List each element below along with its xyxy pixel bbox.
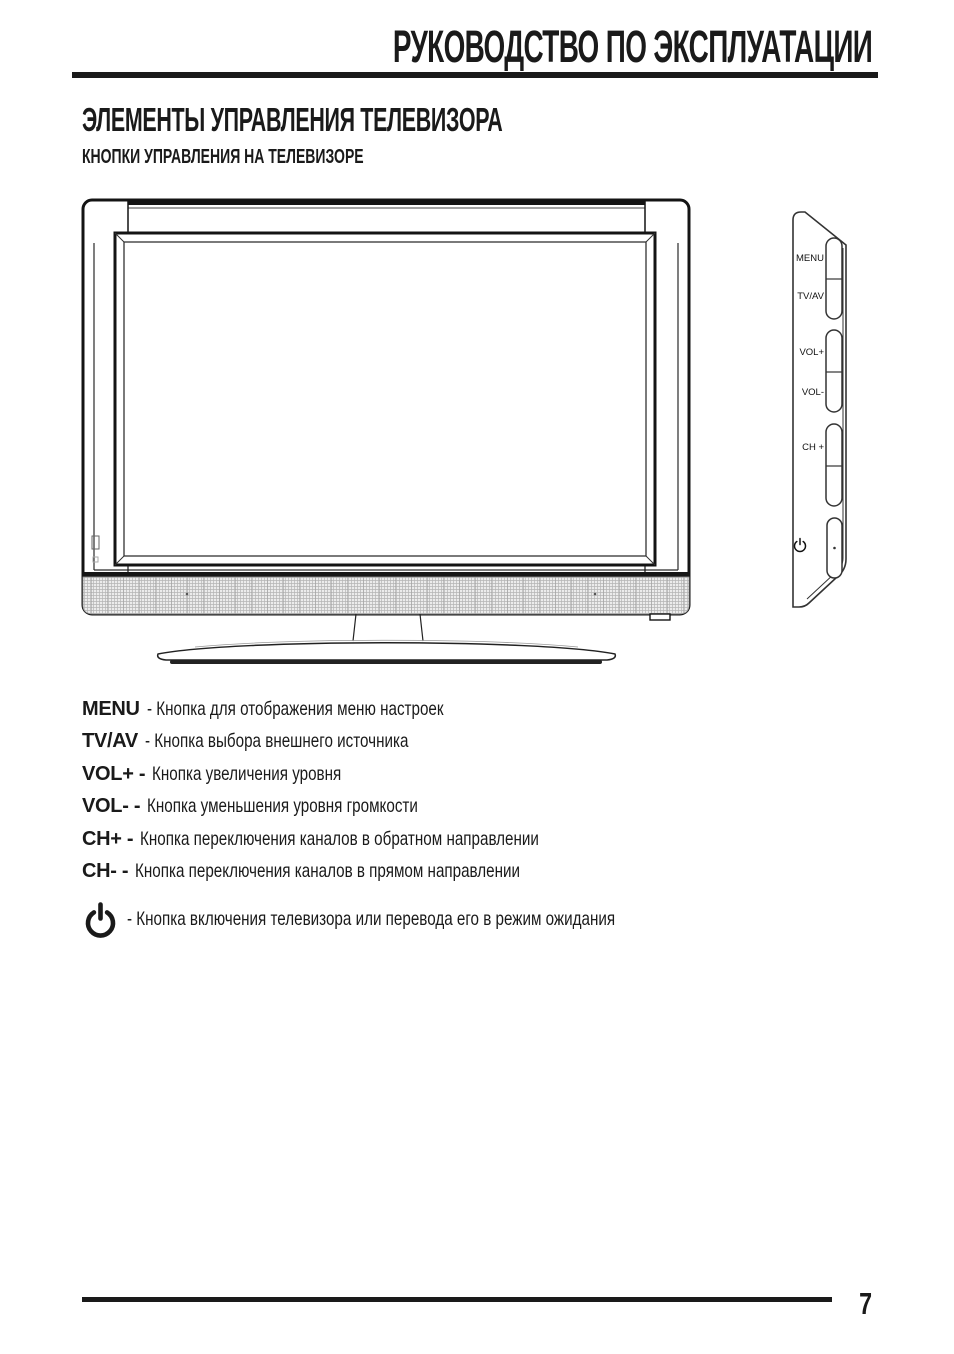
tv-trim-band <box>83 572 689 577</box>
stand-neck <box>353 614 423 641</box>
section-heading: ЭЛЕМЕНТЫ УПРАВЛЕНИЯ ТЕЛЕВИЗОРА <box>82 101 503 138</box>
tv-front-illustration <box>75 190 700 670</box>
desc-text: Кнопка увеличения уровня <box>152 762 342 785</box>
channel-button-shape <box>826 424 842 506</box>
power-icon <box>82 901 119 938</box>
desc-label: MENU <box>82 698 140 720</box>
subsection-heading: КНОПКИ УПРАВЛЕНИЯ НА ТЕЛЕВИЗОРЕ <box>82 146 364 168</box>
desc-row-power <box>82 901 782 938</box>
page-title <box>99 21 872 72</box>
panel-label-menu: MENU <box>796 253 824 264</box>
volume-button-shape <box>826 330 842 412</box>
page-title-text: РУКОВОДСТВО ПО ЭКСПЛУАТАЦИИ <box>392 21 872 72</box>
panel-label-volup: VOL+ <box>799 347 824 358</box>
desc-label: VOL- - <box>82 795 141 818</box>
desc-row-chup <box>82 828 782 860</box>
desc-text: - Кнопка выбора внешнего источника <box>144 730 409 753</box>
desc-label: VOL+ - <box>82 762 146 785</box>
desc-text: Кнопка уменьшения уровня громкости <box>147 795 419 818</box>
desc-row-tvav <box>82 730 782 762</box>
desc-text: Кнопка переключения каналов в обратном направлении <box>140 827 540 850</box>
panel-label-tvav: TV/AV <box>797 291 824 302</box>
button-descriptions <box>82 698 782 938</box>
panel-label-voldn: VOL- <box>801 387 824 398</box>
desc-text: - Кнопка для отображения меню настроек <box>146 698 444 720</box>
desc-row-menu <box>82 698 782 730</box>
desc-row-chdn <box>82 860 782 892</box>
desc-label: CH- - <box>82 859 129 882</box>
desc-row-volup <box>82 763 782 795</box>
page-number: 7 <box>859 1286 873 1321</box>
header-rule <box>72 72 878 78</box>
panel-label-chup: CH + <box>802 442 824 453</box>
desc-text: - Кнопка включения телевизора или перевода его в режим ожидания <box>127 908 616 931</box>
desc-label: CH+ - <box>82 827 134 850</box>
bottom-switch-tab <box>650 614 670 620</box>
desc-label: TV/AV <box>82 730 138 753</box>
tv-screen <box>124 242 646 556</box>
desc-text: Кнопка переключения каналов в прямом направлении <box>135 859 521 882</box>
desc-row-voldn <box>82 795 782 827</box>
stand-base <box>158 643 616 660</box>
tv-side-panel-illustration <box>780 195 870 625</box>
tv-top-strip <box>128 199 645 205</box>
footer-rule <box>82 1297 832 1302</box>
